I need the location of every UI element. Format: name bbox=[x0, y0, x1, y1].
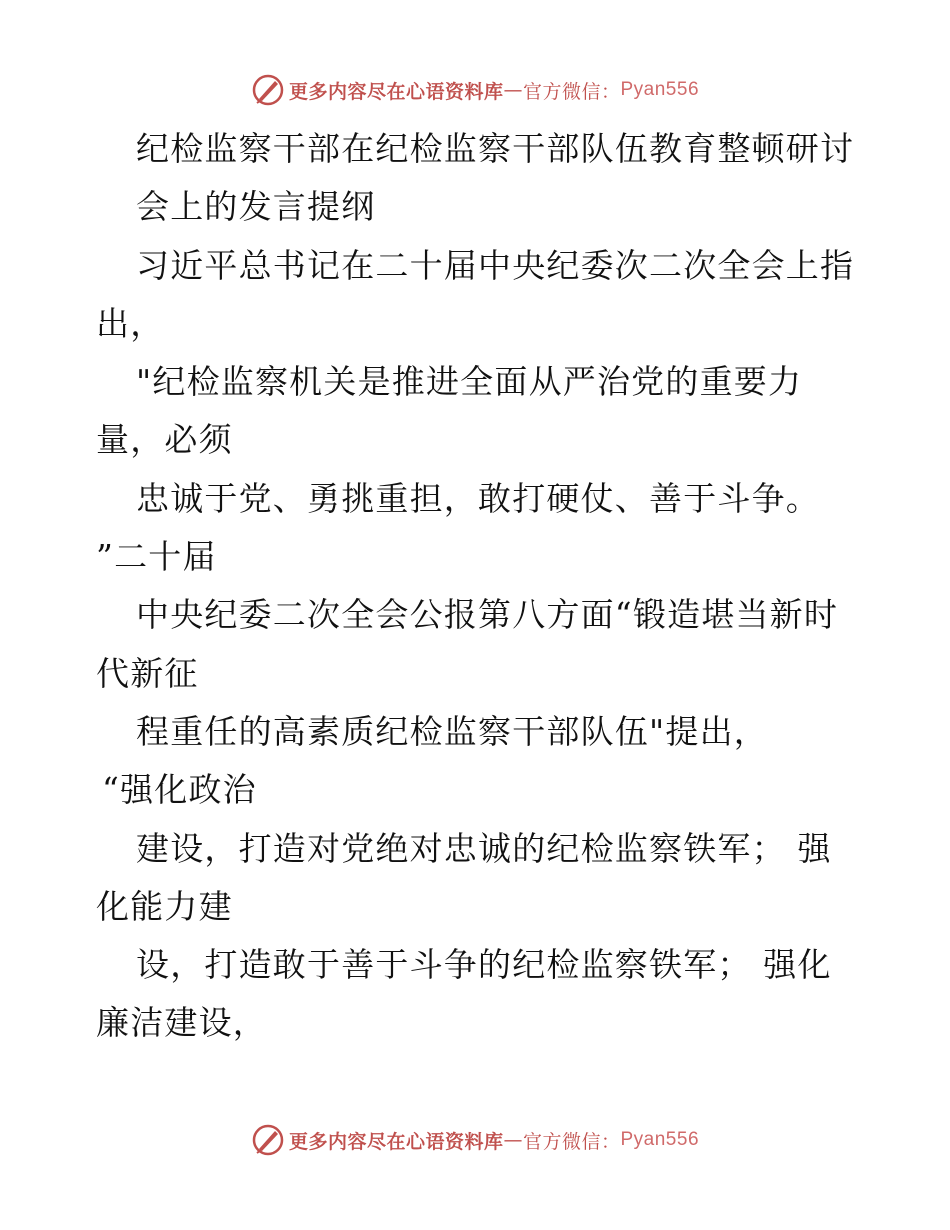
doc-line: 代新征 bbox=[96, 653, 199, 693]
doc-line: "纪检监察机关是推进全面从严治党的重要力 bbox=[136, 362, 803, 402]
header-banner bbox=[0, 70, 950, 110]
doc-line: ”二十届 bbox=[96, 537, 217, 577]
document-body bbox=[96, 120, 866, 1053]
doc-line: “强化政治 bbox=[102, 770, 257, 810]
doc-line: 廉洁建设， bbox=[96, 1003, 267, 1043]
doc-line: 建设，打造对党绝对忠诚的纪检监察铁军； 强 bbox=[136, 828, 832, 868]
quill-logo-icon bbox=[251, 1123, 285, 1157]
doc-line: 程重任的高素质纪检监察干部队伍"提出， bbox=[136, 711, 768, 751]
banner-dash: — bbox=[503, 79, 523, 101]
doc-line: 习近平总书记在二十届中央纪委次二次全会上指 bbox=[136, 245, 855, 285]
doc-line: 化能力建 bbox=[96, 886, 233, 926]
banner-brand: 更多内容尽在心语资料库 bbox=[288, 80, 504, 103]
doc-line: 出， bbox=[96, 303, 165, 343]
banner-brand: 更多内容尽在心语资料库 bbox=[288, 1130, 504, 1153]
banner-wechat-id: Pyan556 bbox=[620, 79, 700, 100]
doc-line: 会上的发言提纲 bbox=[136, 187, 376, 227]
doc-line: 设，打造敢于善于斗争的纪检监察铁军； 强化 bbox=[136, 945, 832, 985]
banner-wechat-id: Pyan556 bbox=[620, 1129, 700, 1150]
quill-logo-icon bbox=[251, 73, 285, 107]
doc-line: 量，必须 bbox=[96, 420, 233, 460]
footer-banner bbox=[0, 1120, 950, 1160]
banner-dash: — bbox=[503, 1129, 523, 1151]
banner-wechat-label: 官方微信： bbox=[522, 1130, 621, 1153]
banner-wechat-label: 官方微信： bbox=[522, 80, 621, 103]
doc-line: 纪检监察干部在纪检监察干部队伍教育整顿研讨 bbox=[136, 129, 855, 168]
doc-line: 中央纪委二次全会公报第八方面“锻造堪当新时 bbox=[136, 595, 839, 635]
doc-line: 忠诚于党、勇挑重担，敢打硬仗、善于斗争。 bbox=[136, 478, 820, 518]
